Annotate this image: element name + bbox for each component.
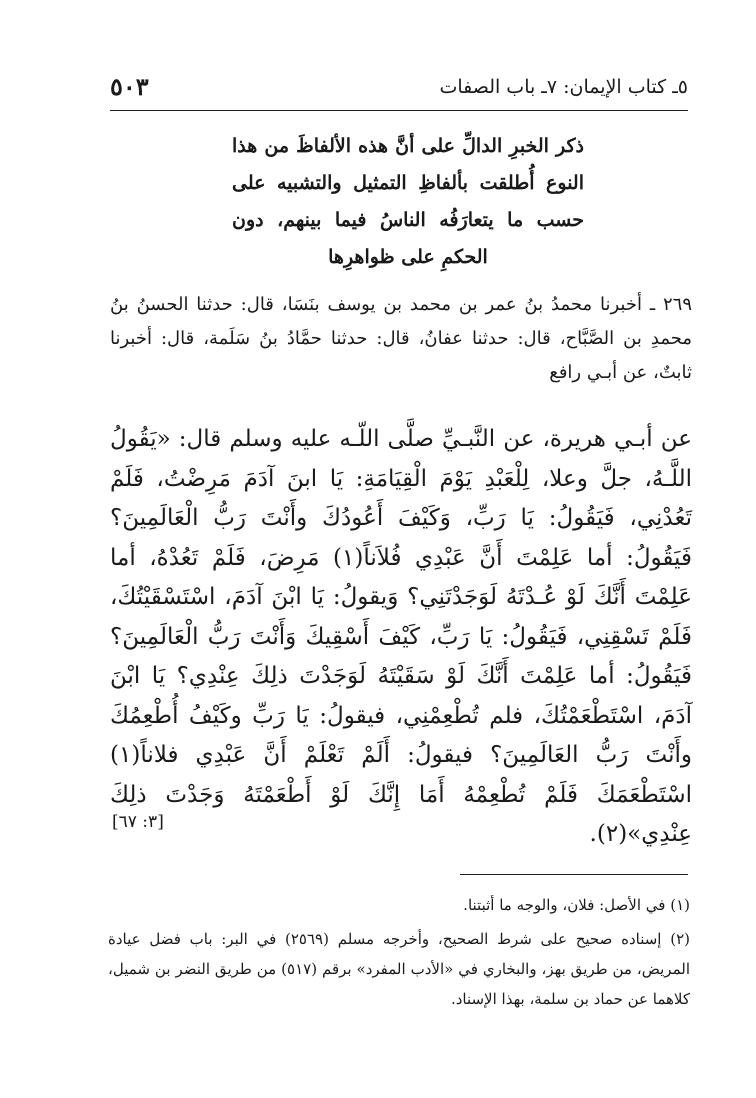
chapter-heading: ذكر الخبرِ الدالِّ على أنَّ هذه الألفاظَ من هذا النوع أُطلقت بألفاظِ التمثيل والتشبيه على حسب ما يتعارَفُه الناسُ فيما بينهم، دون الحكمِ على ظواهرِها (232, 135, 584, 268)
footnote-divider (460, 874, 688, 875)
header-divider (110, 110, 688, 111)
footnote-2: (٢) إسناده صحيح على شرط الصحيح، وأخرجه مسلم (٢٥٦٩) في البر: باب فضل عيادة المريض، من طريق بهز، والبخاري في «الأدب المفرد» برقم (٥١٧) من طريق النضر بن شميل، كلاهما عن حماد بن سلمة، بهذا الإسناد. (108, 930, 690, 1008)
hadith-text: عن أبـي هريرة، عن النَّبـيِّ صلَّى اللّـه عليه وسلم قال: «يَقُولُ اللَّـهُ، جلَّ وعلا، لِلْعَبْدِ يَوْمَ الْقِيَامَةِ: يَا ابنَ آدَمَ مَرِضْتُ، فَلَمْ تَعُدْنِي، فَيَقُولُ: يَا رَبِّ، وَكَيْفَ أَعُودُكَ وأَنْتَ رَبُّ الْعَالَمِينَ؟ فَيَقُولُ: أما عَلِمْتَ أَنَّ عَبْدِي فُلاَناً(١) مَرِضَ، فَلَمْ تَعُدْهُ، أما عَلِمْتَ أَنَّكَ لَوْ عُـدْتَهُ لَوَجَدْتَنِي؟ وَيقولُ: يَا ابْنَ آدَمَ، اسْتَسْقَيْتُكَ، فَلَمْ تَسْقِنِي، فَيَقُولُ: يَا رَبِّ، كَيْفَ أَسْقِيكَ وَأَنْتَ رَبُّ الْعَالَمِينَ؟ فَيَقُولُ: أما عَلِمْتَ أَنَّكَ لَوْ سَقَيْتَهُ لَوَجَدْتَ ذلِكَ عِنْدِي؟ يَا ابْنَ آدَمَ، اسْتَطْعَمْتُكَ، فلم تُطْعِمْنِي، فيقولُ: يَا رَبِّ وكَيْفُ أُطْعِمُكَ وأَنْتَ رَبُّ العَالَمِينَ؟ فيقولُ: أَلَمْ تَعْلَمْ أَنَّ عَبْدِي فلاناً(١) اسْتَطْعَمَكَ فَلَمْ تُطْعِمْهُ أَمَا إِنَّكَ لَوْ أَطْعَمْتَهُ وَجَدْتَ ذلِكَ عِنْدِي»(٢). (110, 426, 692, 847)
footnote-1: (١) في الأصل: فلان، والوجه ما أثبتنا. (463, 896, 690, 914)
header-title: ٥ـ كتاب الإيمان: ٧ـ باب الصفات (439, 76, 688, 98)
footnotes (108, 890, 690, 1018)
running-header (110, 72, 688, 108)
isnad-paragraph: ٢٦٩ ـ أخبرنا محمدُ بنُ عمر بن محمد بن يوسف بنَسَا، قال: حدثنا الحسنُ بنُ محمدِ بن الصَّبَّاح، قال: حدثنا عفانُ، قال: حدثنا حمَّادُ بنُ سَلَمة، قال: أخبرنا ثابتٌ، عن أبـي رافع (110, 294, 692, 383)
page-number: ٥٠٣ (110, 72, 149, 101)
source-reference: [٣: ٦٧] (112, 812, 164, 832)
